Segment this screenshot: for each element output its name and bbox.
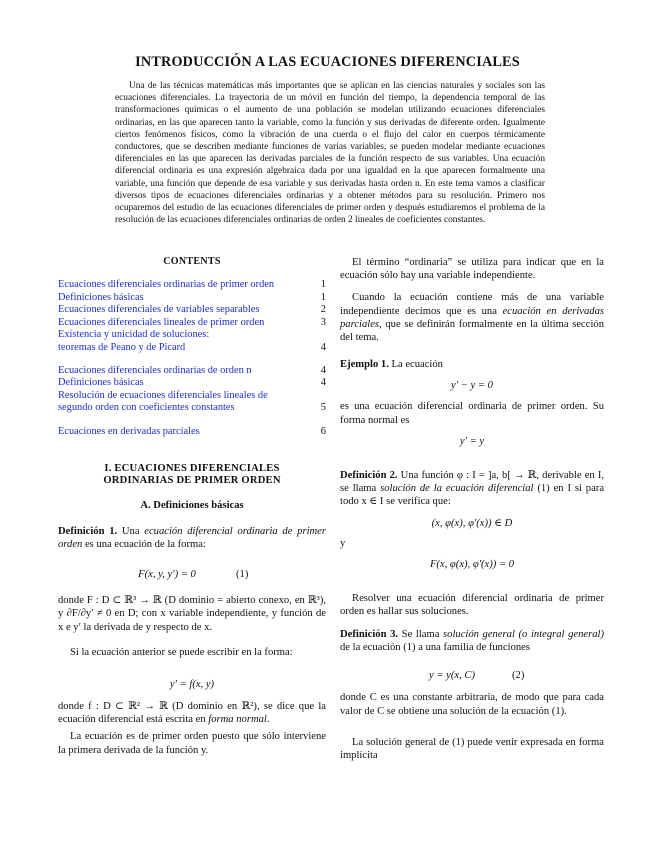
definition-3: Definición 3. Se llama solución general (o integral general) de la ecuación (1) a una familia de funciones (340, 629, 604, 654)
toc-entry[interactable] (58, 279, 326, 292)
toc-entry[interactable] (58, 329, 326, 342)
abstract: Una de las técnicas matemáticas más importantes que se aplican en las ciencias naturales y sociales son las ecuaciones diferenciales. La trayectoria de un móvil en función del tiempo, la dependencia temporal de las transformaciones químicas o el aumento de una población se modelan utilizando ecuaciones diferenciales ordinarias, en las que aparecen tanto la variable, como la función y sus derivadas de diferente orden. Igualmente ciertos fenómenos físicos, como la vibración de una cuerda o el flujo del calor en cuerpos térmicamente conductores, que se describen mediante funciones de varias variables, se pueden modelar mediante ecuaciones diferenciales en las que aparecen las derivadas parciales de la función respecto de sus variables. Una ecuación diferencial ordinaria es una expresión algebraica dada por una igualdad en la que aparecen formalmente una variable, una función que depende de esa variable y sus derivadas hasta orden n. En este tema vamos a clasificar diversos tipos de ecuaciones diferenciales ordinarias y a obtener métodos para su resolución. Primero nos ocuparemos del estudio de las ecuaciones diferenciales de primer orden y después estudiaremos el problema de la resolución de las ecuaciones diferenciales ordinarias de orden 2 lineales de coeficientes constantes. (115, 81, 545, 226)
toc-entry-label[interactable]: Existencia y unicidad de soluciones: (58, 329, 210, 341)
toc-entry-page: 1 (320, 279, 326, 290)
normal-form-intro: Si la ecuación anterior se puede escribir en la forma: (70, 646, 293, 658)
toc-entry[interactable] (58, 402, 326, 415)
equation-2-number: (2) (512, 670, 525, 682)
toc-entry-label[interactable]: segundo orden con coeficientes constantes (58, 402, 235, 414)
right-column (340, 256, 604, 762)
toc-entry-label[interactable]: Ecuaciones diferenciales de variables separables (58, 304, 260, 316)
definition-3-text: donde C es una constante arbitraria, de modo que para cada valor de C se obtiene una solución de la ecuación (1). (340, 692, 604, 717)
toc-entry[interactable] (58, 365, 326, 378)
toc-entry-page: 4 (320, 341, 326, 353)
example-1-normal-form: y′ = y (459, 435, 485, 447)
toc-entry[interactable] (58, 317, 326, 330)
toc-entry-label[interactable]: Ecuaciones en derivadas parciales (58, 425, 200, 437)
example-1-text: es una ecuación diferencial ordinaria de primer orden. Su forma normal es (340, 401, 604, 426)
equation-2: y = y(x, C) (2) (429, 670, 525, 682)
toc-entry-page: 1 (320, 291, 326, 303)
paper-title: INTRODUCCIÓN A LAS ECUACIONES DIFERENCIALES (135, 54, 520, 70)
definition-1-domain: donde F : D ⊂ ℝ³ → ℝ (D dominio = abierto conexo, en ℝ³), y ∂F/∂y′ ≠ 0 en D; con x variable independiente, y función de x e y′ la derivada de y respecto de x. (58, 595, 326, 633)
toc-entry[interactable] (58, 390, 326, 403)
toc-entry[interactable] (58, 377, 326, 390)
toc-entry-label[interactable]: teoremas de Peano y de Picard (58, 341, 186, 353)
toc-entry-label[interactable]: Resolución de ecuaciones diferenciales lineales de (58, 389, 268, 401)
subsection-title: A. Definiciones básicas (140, 499, 244, 511)
toc-group-2 (58, 365, 326, 415)
toc-entry[interactable] (58, 426, 326, 439)
toc-entry[interactable] (58, 342, 326, 355)
toc-group-3 (58, 426, 326, 439)
toc-group-1 (58, 279, 326, 355)
contents-heading: CONTENTS (163, 256, 221, 267)
example-1-equation: y′ − y = 0 (451, 380, 493, 392)
toc-entry[interactable] (58, 292, 326, 305)
resolver-paragraph: Resolver una ecuación diferencial ordinaria de primer orden es hallar sus soluciones. (340, 592, 604, 617)
definition-1: Definición 1. Una ecuación diferencial ordinaria de primer orden es una ecuación de la forma: (58, 525, 326, 550)
example-1: Ejemplo 1. La ecuación (340, 359, 443, 371)
toc-entry-page: 2 (320, 304, 326, 316)
toc-entry-label[interactable]: Ecuaciones diferenciales lineales de primer orden (58, 316, 265, 328)
left-column (58, 256, 326, 757)
parciales-paragraph: Cuando la ecuación contiene más de una variable independiente decimos que es una ecuación en derivadas parciales, que se definirán formalmente en la última sección del tema. (340, 292, 604, 344)
equation-1-number: (1) (236, 569, 249, 581)
toc-entry-label[interactable]: Ecuaciones diferenciales ordinarias de primer orden (58, 279, 275, 290)
equation-1: F(x, y, y′) = 0 (1) (138, 569, 249, 581)
toc-entry-page: 4 (320, 364, 326, 376)
toc-entry-page: 6 (320, 425, 326, 437)
toc-entry-label[interactable]: Definiciones básicas (58, 377, 144, 389)
section-title: I. ECUACIONES DIFERENCIALES ORDINARIAS DE PRIMER ORDEN (103, 462, 281, 487)
toc-entry-page: 5 (320, 402, 326, 414)
first-order-note: La ecuación es de primer orden puesto que sólo interviene la primera derivada de la función y. (58, 731, 326, 756)
toc-entry[interactable] (58, 304, 326, 317)
toc-entry-label[interactable]: Definiciones básicas (58, 291, 144, 303)
toc-entry-page: 3 (320, 316, 326, 328)
normal-form-equation: y′ = f(x, y) (169, 678, 215, 690)
normal-form-text: donde f : D ⊂ ℝ² → ℝ (D dominio en ℝ²), se dice que la ecuación diferencial está escrita en forma normal. (58, 700, 326, 726)
toc-entry-label[interactable]: Ecuaciones diferenciales ordinarias de orden n (58, 364, 252, 376)
definition-2-equation-2: F(x, φ(x), φ′(x)) = 0 (429, 558, 515, 570)
definition-2-equation-1: (x, φ(x), φ′(x)) ∈ D (431, 518, 513, 530)
implicit-form-paragraph: La solución general de (1) puede venir expresada en forma implícita (340, 736, 604, 762)
definition-2: Definición 2. Una función φ : I = ]a, b[ → ℝ, derivable en I, se llama solución de la ecuación diferencial (1) en I si para todo x ∈ I se verifica que: (340, 469, 605, 508)
definition-2-and: y (340, 538, 346, 550)
toc-entry-page: 4 (320, 377, 326, 389)
ordinaria-paragraph: El término “ordinaria” se utiliza para indicar que en la ecuación sólo hay una variable independiente. (340, 257, 604, 282)
